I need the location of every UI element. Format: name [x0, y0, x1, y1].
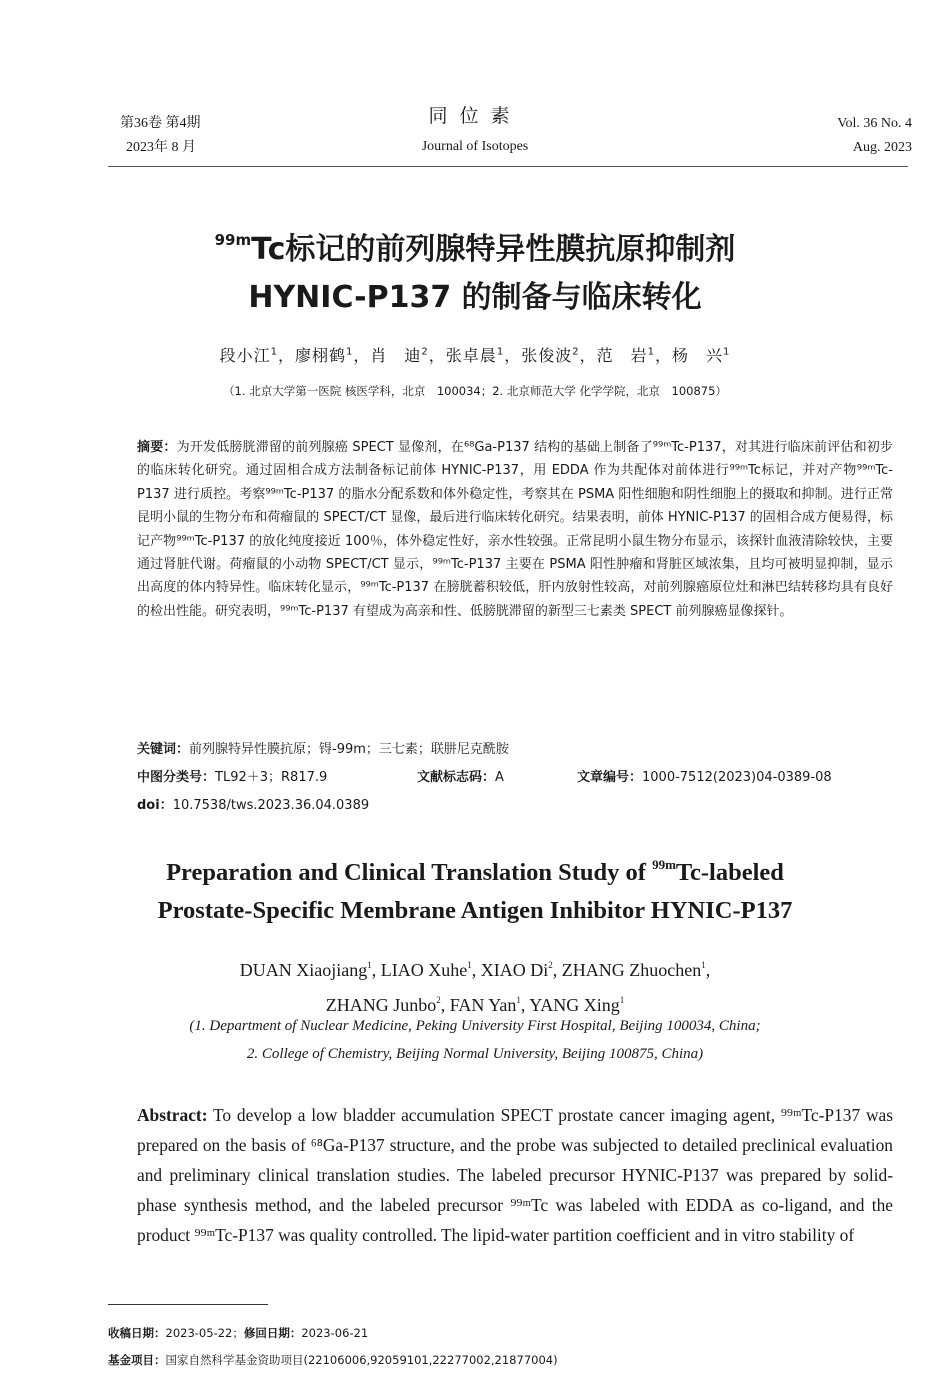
keywords-value: 前列腺特异性膜抗原；锝-99m；三七素；联肼尼克酰胺 [189, 742, 509, 757]
abstract-cn-label: 摘要： [137, 440, 177, 455]
fund-label: 基金项目： [108, 1353, 166, 1367]
article-value: 1000-7512(2023)04-0389-08 [642, 770, 832, 785]
doccode-value: A [495, 770, 504, 785]
received-dates [108, 1325, 368, 1341]
page-title-en [0, 846, 950, 930]
volume-issue-cn: 第36卷 第4期 [120, 116, 201, 131]
running-header [0, 104, 950, 164]
funding [108, 1352, 558, 1368]
doccode-label: 文献标志码： [417, 770, 496, 785]
author-name: 段小江 [219, 346, 271, 365]
title-en-line1a: Preparation and Clinical Translation Study of [166, 859, 653, 886]
article-label: 文章编号： [577, 770, 643, 785]
author-name: XIAO Di [480, 960, 549, 980]
journal-name [0, 104, 950, 158]
date-cn: 2023年 8 月 [126, 140, 196, 155]
affiliations-en [0, 1012, 950, 1068]
title-en-superscript: 99m [652, 857, 676, 872]
vol-no-en: Vol. 36 No. 4 [837, 116, 912, 131]
author-name: FAN Yan [449, 995, 517, 1015]
authors-en-line1: DUAN Xiaojiang$^1$, LIAO Xuhe$^1$, XIAO Di$^2$, ZHANG Zhuochen$^1$, [239, 960, 711, 980]
title-en-line2: Prostate-Specific Membrane Antigen Inhibitor HYNIC-P137 [157, 897, 793, 924]
author-affiliation-mark: 1 [723, 346, 731, 358]
received-value: 2023-05-22； [165, 1326, 244, 1340]
footnote-rule [108, 1304, 268, 1305]
author-name: 张卓晨 [445, 346, 497, 365]
author-affiliation-mark: 1 [270, 346, 278, 358]
author-affiliation-mark: 2 [548, 960, 553, 970]
doi-label: doi： [137, 798, 173, 813]
class-value: TL92＋3；R817.9 [215, 770, 328, 785]
affiliations-cn: （1. 北京大学第一医院 核医学科，北京 100034；2. 北京师范大学 化学学院，北京 100875） [223, 384, 727, 398]
author-affiliation-mark: 1 [647, 346, 655, 358]
authors-cn: 段小江$^1$，廖栩鹤$^1$，肖 迪$^2$，张卓晨$^1$，张俊波$^2$，范 岩$^1$，杨 兴$^1$ [219, 346, 731, 365]
title-en-line1b: Tc-labeled [675, 859, 784, 886]
author-affiliation-mark: 1 [346, 346, 354, 358]
classification-row [137, 766, 897, 785]
fund-value: 国家自然科学基金资助项目(22106006,92059101,22277002,21877004) [165, 1353, 558, 1367]
author-affiliation-mark: 2 [421, 346, 429, 358]
abstract-cn [137, 436, 893, 623]
journal-name-en: Journal of Isotopes [421, 139, 529, 154]
date-en: Aug. 2023 [852, 140, 912, 155]
doi-row [137, 794, 897, 813]
keywords-label: 关键词： [137, 742, 190, 757]
affiliation-en-2: 2. College of Chemistry, Beijing Normal University, Beijing 100875, China) [246, 1046, 704, 1062]
affiliation-en-1: (1. Department of Nuclear Medicine, Peking University First Hospital, Beijing 100034, China; [189, 1018, 761, 1034]
class-label: 中图分类号： [137, 770, 216, 785]
author-affiliation-mark: 1 [467, 960, 472, 970]
author-name: DUAN Xiaojiang [239, 960, 368, 980]
author-affiliation-mark: 2 [436, 995, 441, 1005]
author-name: 范 岩 [596, 346, 648, 365]
author-name: 杨 兴 [672, 346, 724, 365]
author-name: ZHANG Zhuochen [561, 960, 702, 980]
page-title-cn [0, 216, 950, 322]
abstract-en-text: To develop a low bladder accumulation SPECT prostate cancer imaging agent, ⁹⁹ᵐTc-P137 was prepared on the basis of ⁶⁸Ga-P137 structure, and the probe was subjected to detailed preclinical evaluation and preliminary clinical translation studies. The labeled precursor HYNIC-P137 was prepared by solid-phase synthesis method, and the labeled precursor ⁹⁹ᵐTc was labeled with EDDA as co-ligand, and the product ⁹⁹ᵐTc-P137 was quality controlled. The lipid-water partition coefficient and in vitro stability of [137, 1105, 893, 1245]
authors-en [0, 950, 950, 1020]
journal-name-cn: 同位素 [428, 106, 522, 127]
author-name: 廖栩鹤 [294, 346, 346, 365]
author-affiliation-mark: 1 [496, 346, 505, 358]
received-label: 收稿日期： [108, 1326, 166, 1340]
volume-issue-en [837, 112, 912, 160]
revised-value: 2023-06-21 [301, 1326, 369, 1340]
header-rule [108, 166, 908, 167]
doi-link[interactable]: 10.7538/tws.2023.36.04.0389 [172, 798, 370, 813]
revised-label: 修回日期： [243, 1326, 302, 1340]
author-affiliation-mark: 1 [619, 995, 625, 1005]
author-affiliation-mark: 2 [572, 346, 580, 358]
author-affiliation-mark: 1 [516, 995, 521, 1005]
author-name: 肖 迪 [370, 346, 422, 365]
authors-en-line2: ZHANG Junbo$^2$, FAN Yan$^1$, YANG Xing$^1$ [325, 995, 625, 1015]
keywords-cn [137, 738, 897, 757]
abstract-en-label: Abstract: [137, 1105, 208, 1125]
title-cn-line2: HYNIC-P137 的制备与临床转化 [248, 280, 702, 315]
title-cn-line1: Tc标记的前列腺特异性膜抗原抑制剂 [251, 232, 736, 267]
author-affiliation-mark: 1 [701, 960, 706, 970]
author-name: 张俊波 [521, 346, 573, 365]
abstract-cn-text: 为开发低膀胱滞留的前列腺癌 SPECT 显像剂，在⁶⁸Ga-P137 结构的基础上制备了⁹⁹ᵐTc-P137，对其进行临床前评估和初步的临床转化研究。通过固相合成方法制备标记前体 HYNIC-P137，用 EDDA 作为共配体对前体进行⁹⁹ᵐTc标记，并对产物⁹⁹ᵐTc-P137 进行质控。考察⁹⁹ᵐTc-P137 的脂水分配系数和体外稳定性，考察其在 PSMA 阳性细胞和阴性细胞上的摄取和抑制。进行正常昆明小鼠的生物分布和荷瘤鼠的 SPECT/CT 显像，最后进行临床转化研究。结果表明，前体 HYNIC-P137 的固相合成方便易得，标记产物⁹⁹ᵐTc-P137 的放化纯度接近 100％，体外稳定性好，亲水性较强。正常昆明小鼠生物分布显示，该探针血液清除较快，主要通过肾脏代谢。荷瘤鼠的小动物 SPECT/CT 显示，⁹⁹ᵐTc-P137 主要在 PSMA 阳性肿瘤和肾脏区域浓集，且均可被明显抑制，显示出高度的体内特异性。临床转化显示，⁹⁹ᵐTc-P137 在膀胱蓄积较低，肝内放射性较高，对前列腺癌原位灶和淋巴结转移均具有良好的检出性能。研究表明，⁹⁹ᵐTc-P137 有望成为高亲和性、低膀胱滞留的新型三七素类 SPECT 前列腺癌显像探针。 [137, 440, 893, 619]
author-name: ZHANG Junbo [325, 995, 437, 1015]
title-superscript: 99m [214, 231, 252, 249]
author-name: YANG Xing [529, 995, 620, 1015]
abstract-en [137, 1101, 893, 1251]
author-name: LIAO Xuhe [380, 960, 468, 980]
author-affiliation-mark: 1 [367, 960, 372, 970]
